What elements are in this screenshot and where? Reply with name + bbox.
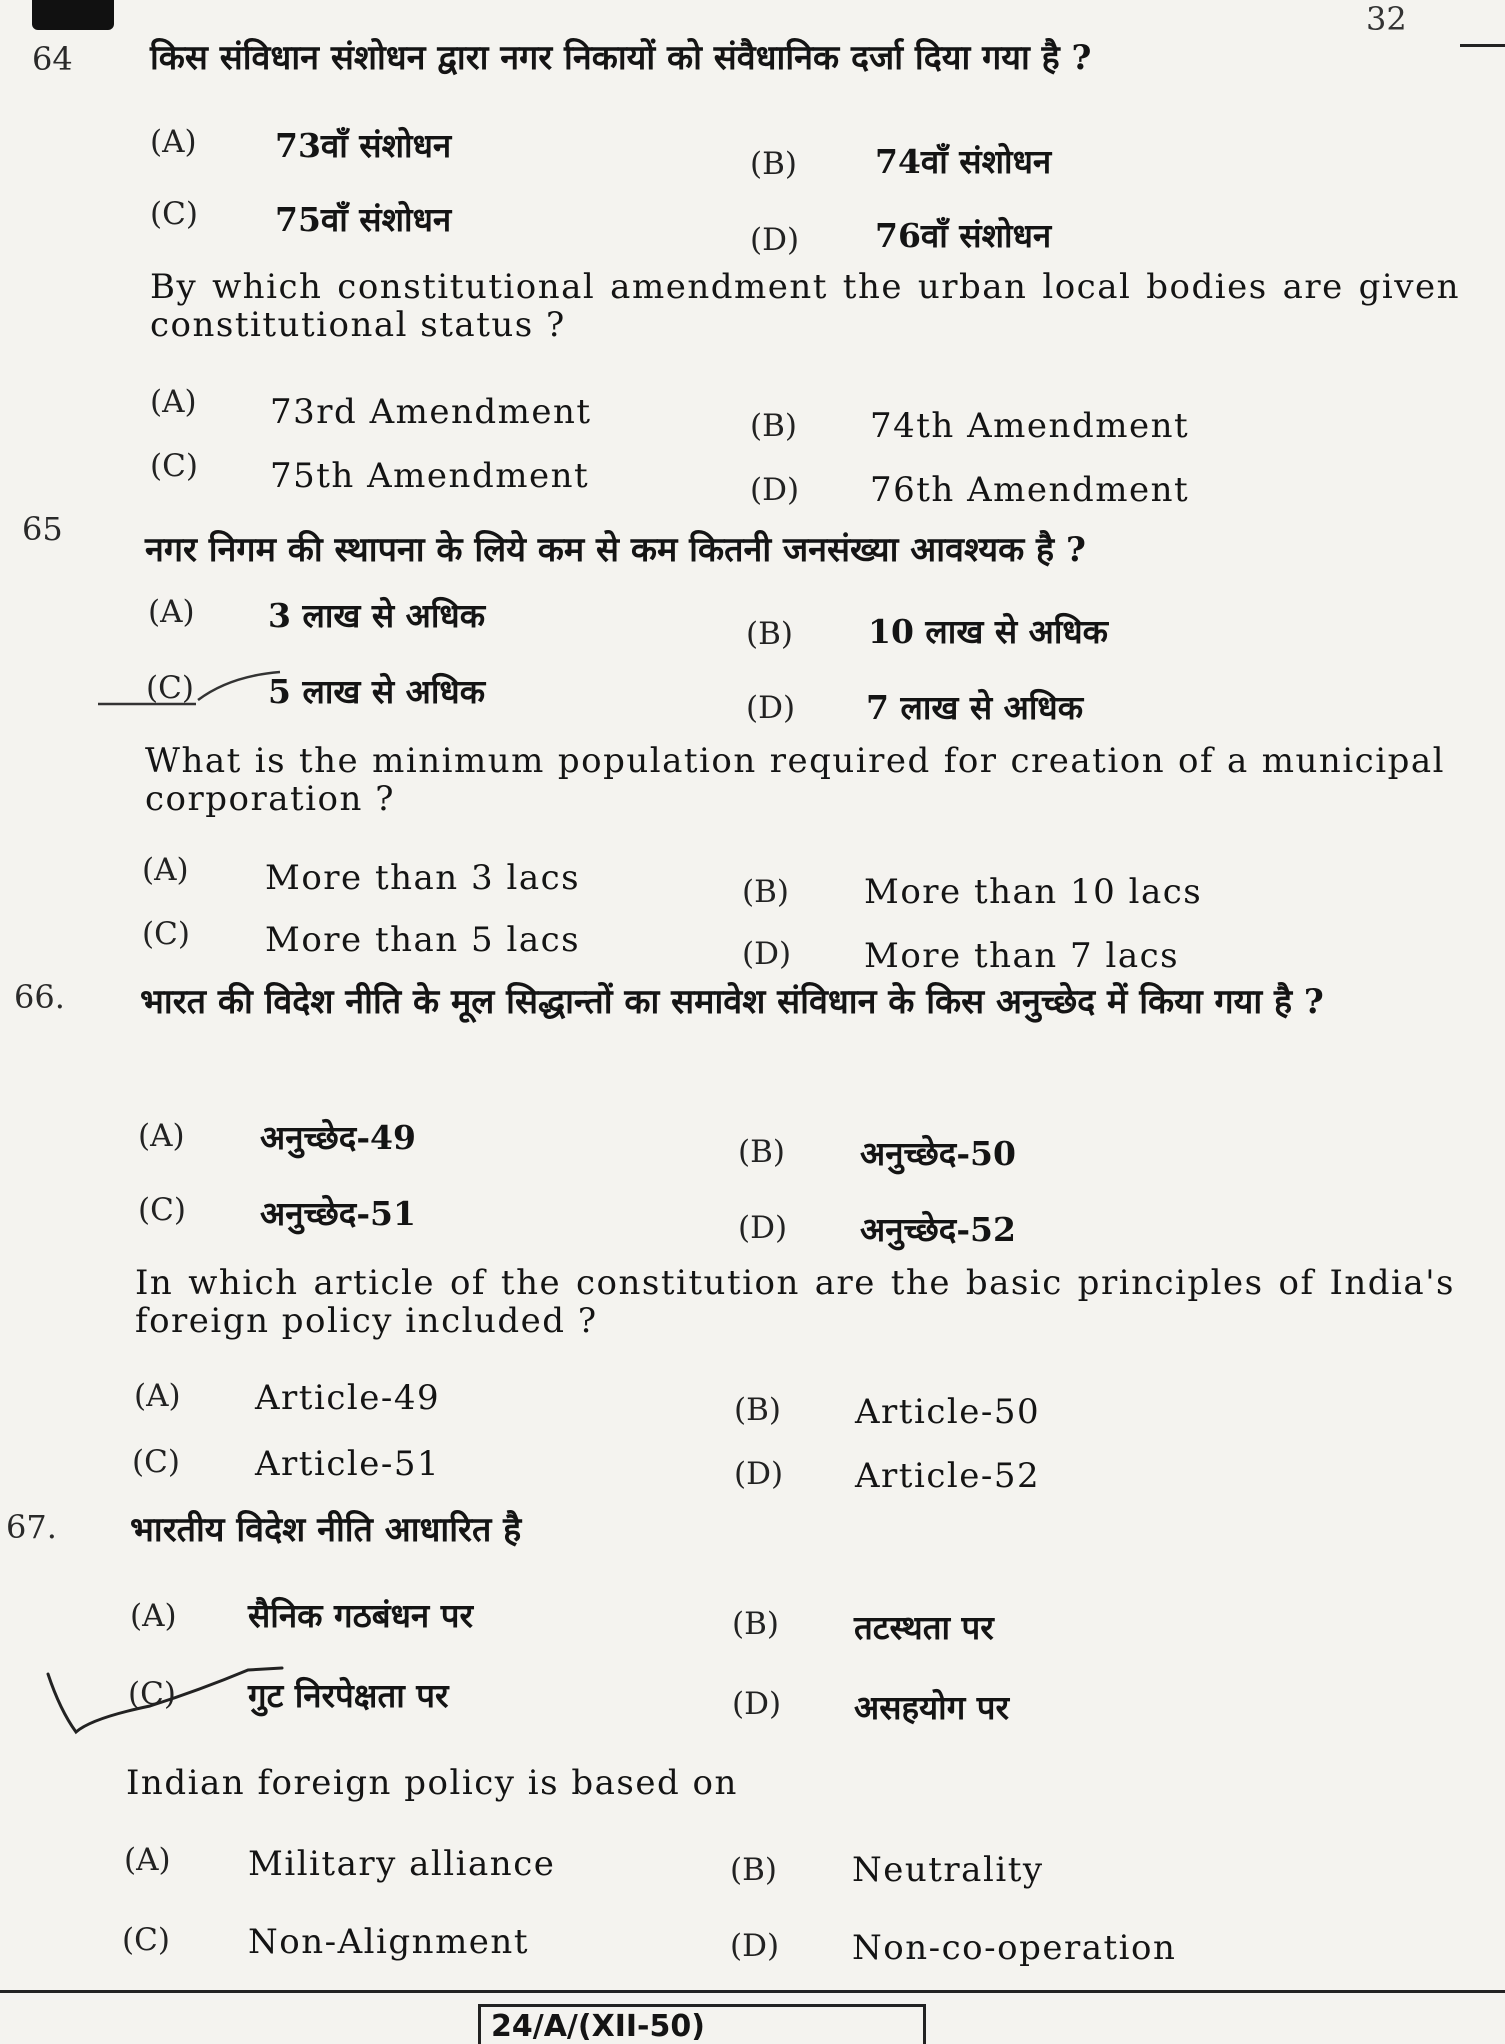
option-text: 7 लाख से अधिक (866, 688, 1084, 727)
option-text: सैनिक गठबंधन पर (248, 1596, 473, 1635)
option-text: More than 5 lacs (265, 920, 581, 960)
option-letter: (A) (134, 1378, 181, 1414)
question-english: In which article of the constitution are the basic principles of India's foreign policy included ? (135, 1263, 1455, 1341)
option-letter: (A) (130, 1598, 177, 1634)
option-text: अनुच्छेद-49 (260, 1118, 416, 1157)
option-letter: (C) (150, 196, 198, 232)
option-letter: (D) (738, 1210, 788, 1246)
option-letter: (A) (138, 1118, 185, 1154)
option-text: 75वाँ संशोधन (275, 200, 452, 239)
question-number: 64 (32, 40, 73, 78)
option-letter: (C) (132, 1444, 180, 1480)
question-number: 65 (22, 510, 63, 548)
option-letter: (A) (148, 594, 195, 630)
option-text: 73वाँ संशोधन (275, 126, 452, 165)
option-letter: (D) (750, 472, 800, 508)
question-number: 66. (14, 978, 65, 1016)
option-text: 74th Amendment (870, 406, 1190, 446)
option-letter: (C) (128, 1676, 176, 1712)
option-letter: (A) (124, 1842, 171, 1878)
option-letter: (C) (122, 1922, 170, 1958)
question-english: What is the minimum population required for creation of a municipal corporation ? (145, 741, 1445, 819)
question-hindi: नगर निगम की स्थापना के लिये कम से कम कितनी जनसंख्या आवश्यक है ? (145, 530, 1086, 570)
option-text: 3 लाख से अधिक (268, 596, 486, 635)
option-text: Non-Alignment (248, 1922, 529, 1962)
option-letter: (D) (732, 1686, 782, 1722)
footer-rule (0, 1990, 1505, 1993)
option-text: 73rd Amendment (270, 392, 592, 432)
option-letter: (B) (750, 408, 797, 444)
option-text: असहयोग पर (854, 1688, 1010, 1727)
option-letter: (C) (146, 670, 194, 706)
option-text: 5 लाख से अधिक (268, 672, 486, 711)
option-text: 74वाँ संशोधन (875, 142, 1052, 181)
option-letter: (D) (750, 222, 800, 258)
option-text: 75th Amendment (270, 456, 590, 496)
footer-code: 24/A/(XII-50) (478, 2004, 926, 2044)
page-number-rule (1460, 44, 1505, 47)
page-number: 32 (1366, 0, 1407, 38)
option-letter: (C) (142, 916, 190, 952)
option-letter: (D) (742, 936, 792, 972)
question-english: By which constitutional amendment the urban local bodies are given constitutional status ? (150, 267, 1460, 345)
question-hindi: किस संविधान संशोधन द्वारा नगर निकायों को संवैधानिक दर्जा दिया गया है ? (150, 38, 1092, 78)
question-english: Indian foreign policy is based on (126, 1763, 738, 1803)
option-letter: (D) (730, 1928, 780, 1964)
option-text: Article-51 (255, 1444, 441, 1484)
question-number: 67. (6, 1508, 57, 1546)
option-text: 10 लाख से अधिक (868, 612, 1109, 651)
option-text: 76वाँ संशोधन (875, 216, 1052, 255)
option-letter: (D) (734, 1456, 784, 1492)
option-letter: (B) (746, 616, 793, 652)
option-text: More than 7 lacs (864, 936, 1180, 976)
option-letter: (A) (150, 384, 197, 420)
question-hindi: भारत की विदेश नीति के मूल सिद्धान्तों का समावेश संविधान के किस अनुच्छेद में किया गया है ? (140, 982, 1324, 1022)
option-letter: (B) (738, 1134, 785, 1170)
option-text: Non-co-operation (852, 1928, 1177, 1968)
option-letter: (B) (730, 1852, 777, 1888)
option-text: Neutrality (852, 1850, 1044, 1890)
option-letter: (A) (142, 852, 189, 888)
option-letter: (C) (138, 1192, 186, 1228)
option-text: अनुच्छेद-51 (260, 1194, 416, 1233)
option-text: Article-50 (855, 1392, 1041, 1432)
option-letter: (C) (150, 448, 198, 484)
option-text: More than 10 lacs (864, 872, 1203, 912)
option-letter: (B) (734, 1392, 781, 1428)
option-text: Article-52 (855, 1456, 1041, 1496)
option-text: More than 3 lacs (265, 858, 581, 898)
option-letter: (D) (746, 690, 796, 726)
option-text: अनुच्छेद-50 (860, 1134, 1016, 1173)
option-text: Military alliance (248, 1844, 556, 1884)
booklet-series-tab (32, 0, 114, 30)
option-letter: (A) (150, 124, 197, 160)
option-letter: (B) (732, 1606, 779, 1642)
question-hindi: भारतीय विदेश नीति आधारित है (130, 1510, 522, 1550)
option-text: अनुच्छेद-52 (860, 1210, 1016, 1249)
option-letter: (B) (750, 146, 797, 182)
option-text: 76th Amendment (870, 470, 1190, 510)
option-letter: (B) (742, 874, 789, 910)
option-text: गुट निरपेक्षता पर (248, 1676, 449, 1715)
option-text: तटस्थता पर (854, 1608, 994, 1647)
option-text: Article-49 (255, 1378, 441, 1418)
